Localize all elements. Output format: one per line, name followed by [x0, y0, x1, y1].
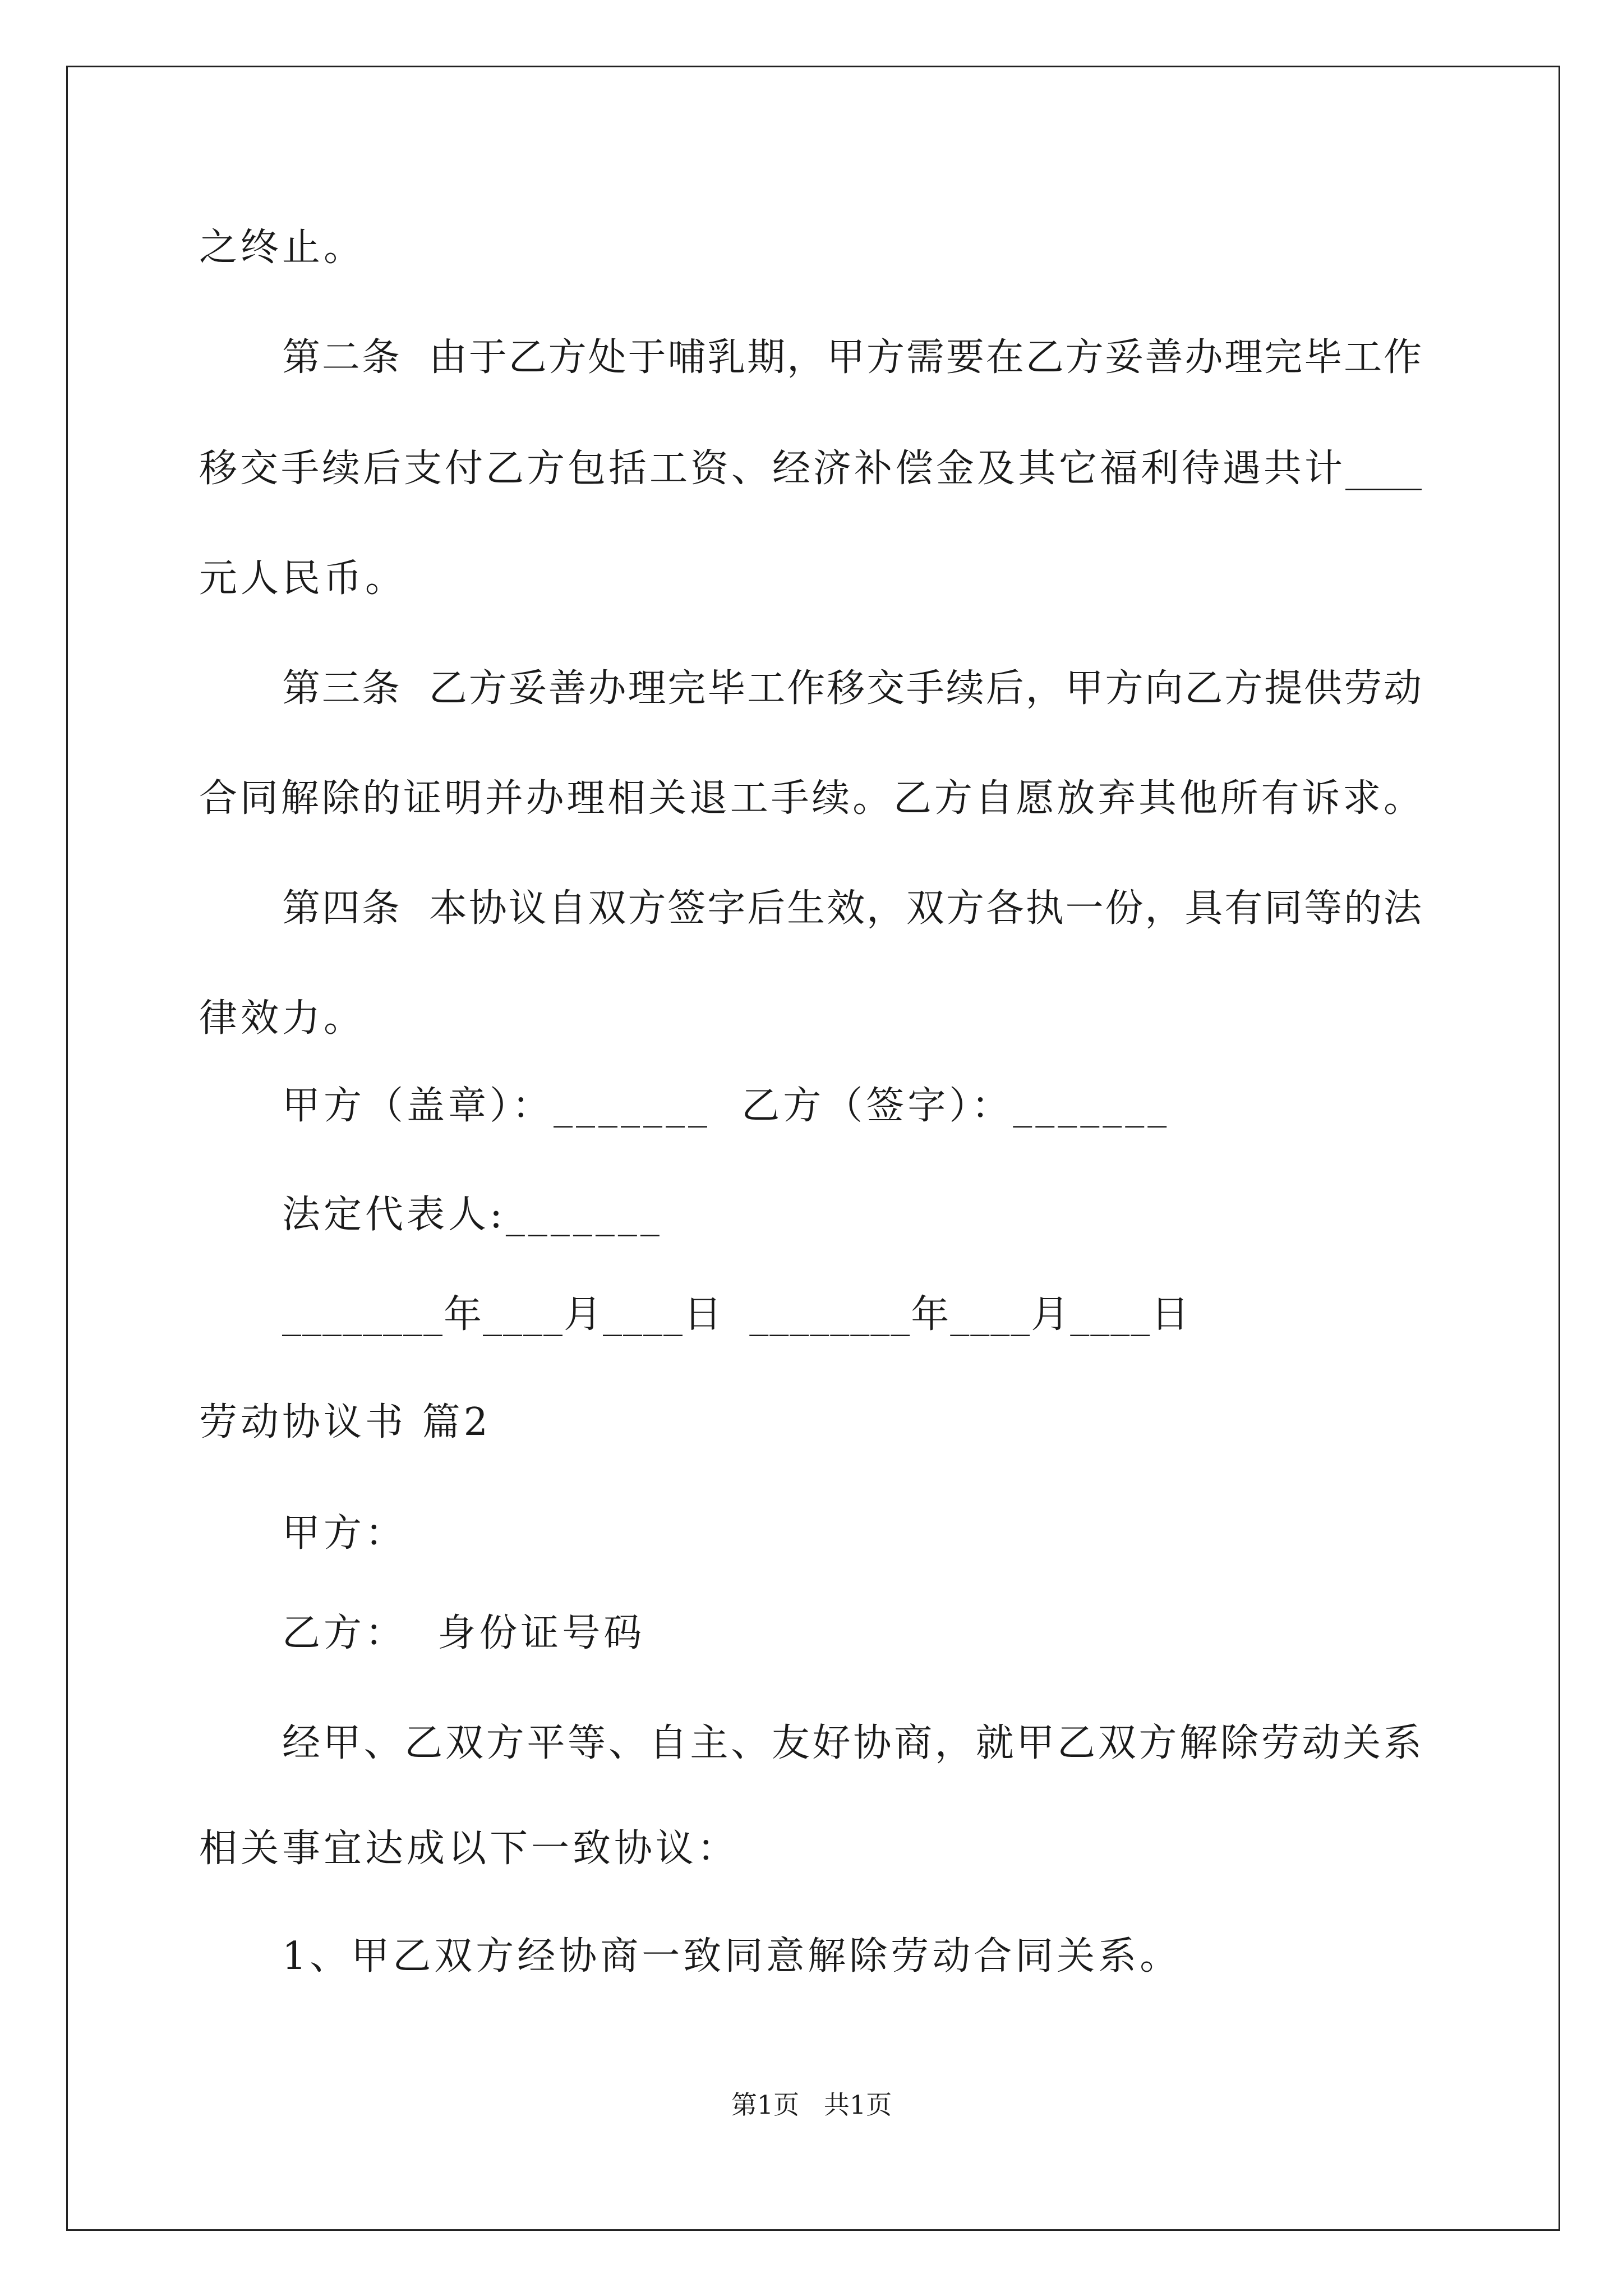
section-heading: 劳动协议书 篇2 [199, 1400, 491, 1444]
text-line-3: 移交手续后支付乙方包括工资、经济补偿金及其它福利待遇共计____ [199, 447, 1422, 491]
text-line-15: 经甲、乙双方平等、自主、友好协商，就甲乙双方解除劳动关系 [282, 1721, 1422, 1765]
text-line-1: 之终止。 [199, 226, 366, 270]
text-line-5: 第三条 乙方妥善办理完毕工作移交手续后，甲方向乙方提供劳动 [282, 666, 1422, 711]
party-a-line: 甲方： [282, 1511, 407, 1556]
signature-line-parties: 甲方（盖章）：_______ 乙方（签字）：_______ [282, 1084, 1170, 1128]
text-line-2: 第二条 由于乙方处于哺乳期，甲方需要在乙方妥善办理完毕工作 [282, 335, 1422, 380]
text-line-6: 合同解除的证明并办理相关退工手续。乙方自愿放弃其他所有诉求。 [199, 776, 1422, 821]
date-line: ________年____月____日 ________年____月____日 [282, 1292, 1191, 1337]
signature-line-representative: 法定代表人:_______ [282, 1193, 663, 1237]
text-line-17: 1、甲乙双方经协商一致同意解除劳动合同关系。 [282, 1934, 1182, 1978]
text-line-4: 元人民币。 [199, 556, 407, 601]
page-frame [66, 66, 1560, 2231]
text-line-8: 律效力。 [199, 996, 366, 1041]
party-b-line: 乙方： 身份证号码 [282, 1611, 645, 1655]
page-footer: 第1页 共1页 [731, 2090, 892, 2120]
text-line-7: 第四条 本协议自双方签字后生效，双方各执一份，具有同等的法 [282, 886, 1422, 931]
text-line-16: 相关事宜达成以下一致协议： [199, 1826, 739, 1871]
